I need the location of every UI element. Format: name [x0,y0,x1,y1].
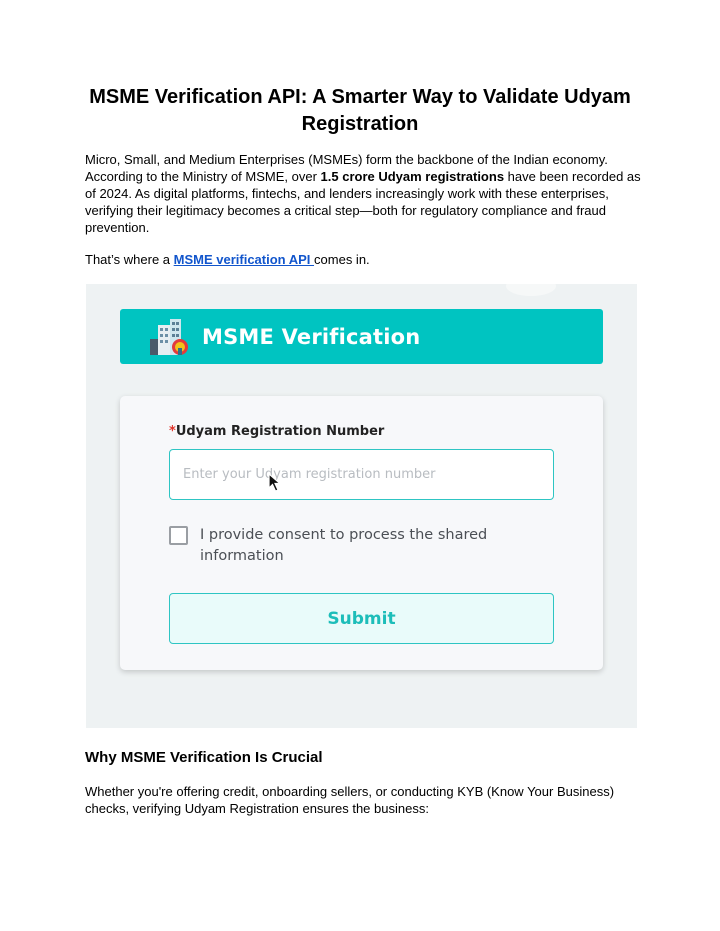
submit-button[interactable]: Submit [169,593,554,644]
intro-text-1: Micro, Small, and Medium Enterprises (MSMEs) form the backbone of the Indian economy. According to the Ministry of MSME, over [85,152,608,184]
mouse-pointer-icon [268,473,282,493]
section-paragraph: Whether you're offering credit, onboarding sellers, or conducting KYB (Know Your Business) checks, verifying Udyam Registration ensures the business: [85,784,615,816]
intro-bold: 1.5 crore Udyam registrations [320,169,505,184]
intro-paragraph [85,151,645,236]
cta-text-1: That’s where a [85,252,174,267]
consent-label: I provide consent to process the shared information [200,527,488,564]
background-decoration [506,284,556,296]
section-heading: Why MSME Verification Is Crucial [85,749,323,766]
udyam-field-label [169,424,384,439]
udyam-registration-input[interactable] [169,449,554,500]
form-card [120,396,603,670]
intro-text-2: have been recorded as of 2024. As digital platforms, fintechs, and lenders increasingly work with these enterprises, verifying their legitimacy becomes a critical step—both for regulatory compliance and fraud prevention. [85,169,641,235]
msme-form-screenshot [86,284,637,728]
article-title: MSME Verification API: A Smarter Way to Validate Udyam Registration [89,86,631,135]
form-banner [120,309,603,364]
cta-paragraph [85,251,645,268]
udyam-field-label-text: Udyam Registration Number [175,424,385,439]
msme-verification-api-link[interactable]: MSME verification API [173,252,315,267]
building-icon [148,317,192,357]
banner-title: MSME Verification [202,324,421,349]
consent-checkbox[interactable] [169,526,188,545]
required-mark: * [169,424,176,439]
cta-text-2: comes in. [314,252,370,267]
